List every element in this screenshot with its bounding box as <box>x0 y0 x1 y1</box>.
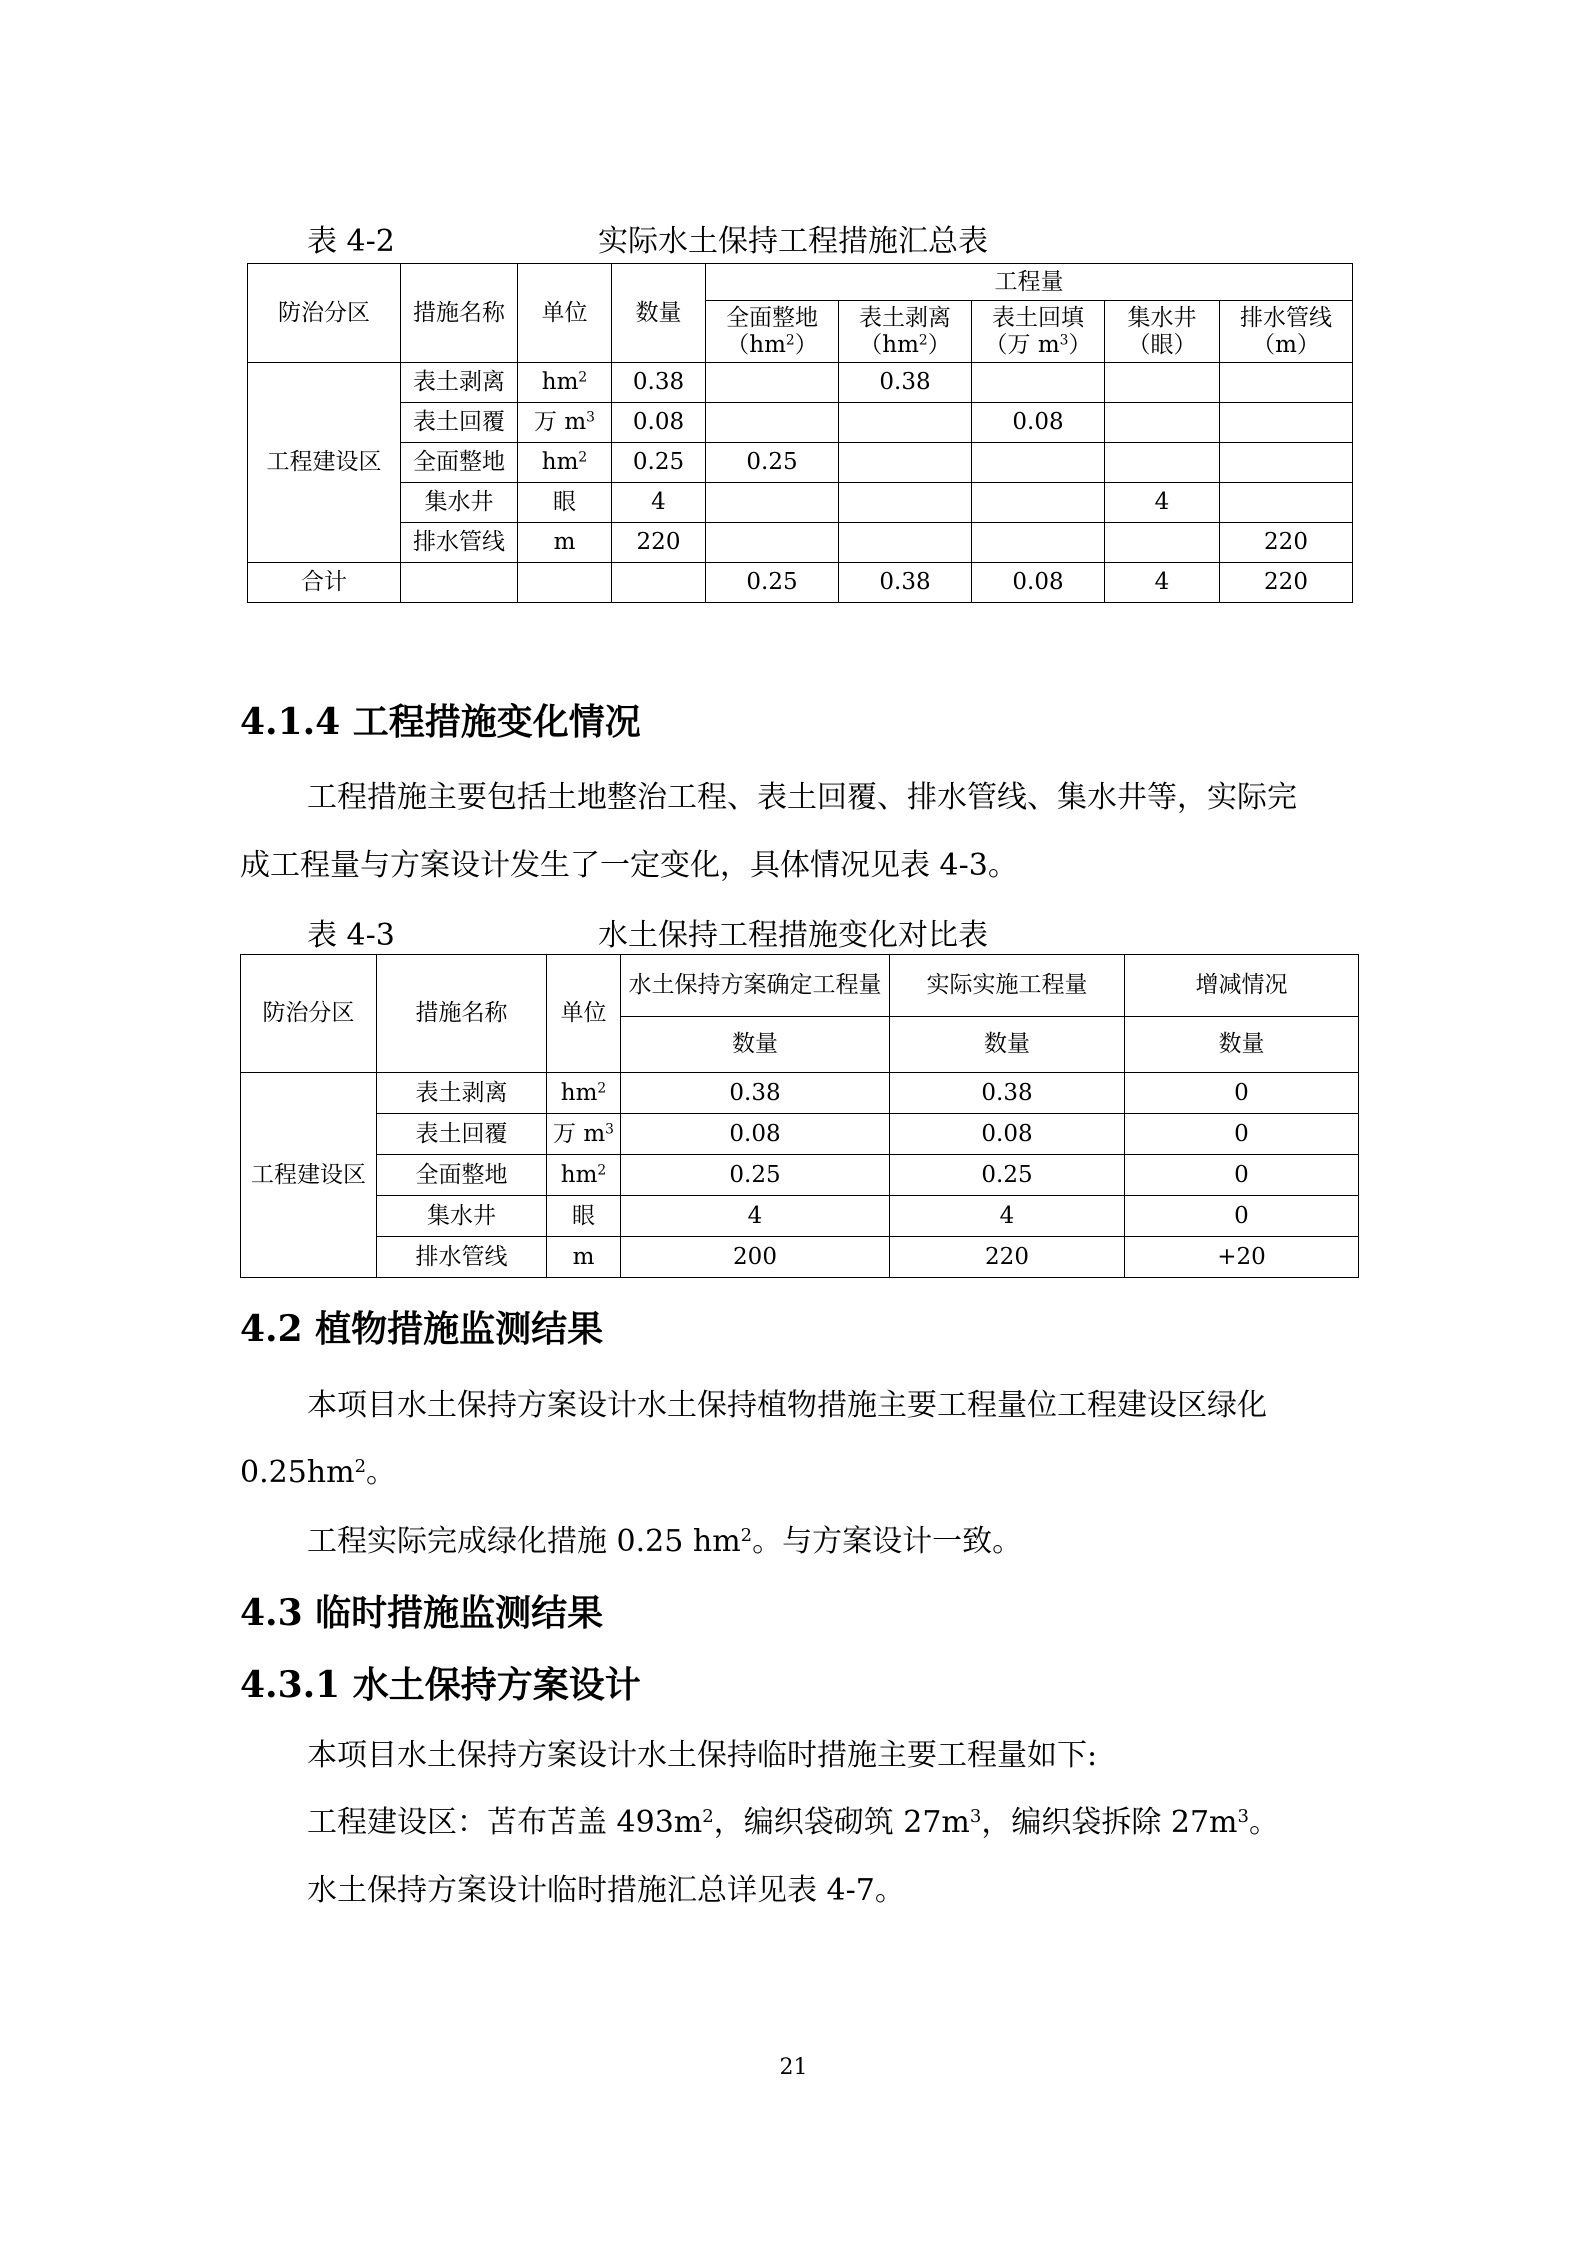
header-col: 表土剥离 $(hm^2)$ <box>839 301 972 363</box>
paragraph: 本项目水土保持方案设计水土保持临时措施主要工程量如下: <box>307 1738 1098 1773</box>
table-row: 全面整地 $hm^2$ 0.25 0.25 0 <box>241 1155 1359 1196</box>
paragraph: $0.25hm^2$。 <box>240 1455 397 1490</box>
header-unit: 单位 <box>547 955 621 1073</box>
header-workload: 工程量 <box>706 264 1353 301</box>
zone-cell: 工程建设区 <box>241 1073 377 1278</box>
header-qty: 数量 <box>890 1017 1125 1073</box>
zone-cell: 工程建设区 <box>248 363 401 563</box>
paragraph: 工程建设区：苫布苫盖 $493m^2$，编织袋砌筑 $27m^3$，编织袋拆除 $27m^3$。 <box>307 1805 1279 1840</box>
header-unit: 单位 <box>518 264 612 363</box>
table-row: 全面整地 $hm^2$ 0.25 0.25 <box>248 443 1353 483</box>
table-row: 排水管线 m 200 220 +20 <box>241 1237 1359 1278</box>
table-4-3 <box>240 954 1359 1278</box>
table-4-2 <box>247 263 1353 603</box>
heading-4-2: 4.2 植物措施监测结果 <box>240 1308 604 1350</box>
paragraph: 工程措施主要包括土地整治工程、表土回覆、排水管线、集水井等，实际完 <box>307 780 1297 815</box>
header-change: 增减情况 <box>1125 955 1359 1017</box>
total-row: 合计 0.25 0.38 0.08 4 220 <box>248 563 1353 603</box>
table-row: 排水管线 m 220 220 <box>248 523 1353 563</box>
table-row: 集水井 眼 4 4 0 <box>241 1196 1359 1237</box>
paragraph: 工程实际完成绿化措施 0.25 $hm^2$。与方案设计一致。 <box>307 1524 1023 1559</box>
header-col-name: 全面整地 <box>726 305 818 332</box>
table-row: 集水井 眼 4 4 <box>248 483 1353 523</box>
header-qty: 数量 <box>621 1017 890 1073</box>
table-4-2-title: 实际水土保持工程措施汇总表 <box>598 224 988 259</box>
table-row: 工程建设区 表土剥离 $hm^2$ 0.38 0.38 <box>248 363 1353 403</box>
table-row: 工程建设区 表土剥离 $hm^2$ 0.38 0.38 0 <box>241 1073 1359 1114</box>
paragraph: 本项目水土保持方案设计水土保持植物措施主要工程量位工程建设区绿化 <box>307 1388 1267 1423</box>
page-number: 21 <box>779 2055 808 2080</box>
table-row: 表土回覆 万 $m^3$ 0.08 0.08 <box>248 403 1353 443</box>
heading-4-3: 4.3 临时措施监测结果 <box>240 1592 604 1634</box>
header-zone: 防治分区 <box>248 264 401 363</box>
paragraph: 成工程量与方案设计发生了一定变化，具体情况见表 4-3。 <box>240 848 1018 883</box>
header-measure: 措施名称 <box>401 264 518 363</box>
paragraph: 水土保持方案设计临时措施汇总详见表 4-7。 <box>307 1873 905 1908</box>
header-col: 表土回填 （万 $m^3$） <box>972 301 1105 363</box>
header-qty: 数量 <box>612 264 706 363</box>
header-col-name: 表土剥离 <box>859 305 951 332</box>
table-4-2-label: 表 4-2 <box>307 224 395 259</box>
header-actual: 实际实施工程量 <box>890 955 1125 1017</box>
header-col: 排水管线 （m） <box>1220 301 1353 363</box>
header-measure: 措施名称 <box>377 955 547 1073</box>
header-plan: 水土保持方案确定工程量 <box>621 955 890 1017</box>
table-4-3-label: 表 4-3 <box>307 918 395 953</box>
header-col: 集水井 （眼） <box>1105 301 1220 363</box>
header-col-name: 集水井 <box>1127 305 1197 332</box>
header-col: 全面整地 $(hm^2)$ <box>706 301 839 363</box>
header-col-name: 表土回填 <box>992 305 1084 332</box>
header-col-name: 排水管线 <box>1240 305 1332 332</box>
heading-4-3-1: 4.3.1 水土保持方案设计 <box>240 1664 641 1706</box>
header-qty: 数量 <box>1125 1017 1359 1073</box>
table-row: 表土回覆 万 $m^3$ 0.08 0.08 0 <box>241 1114 1359 1155</box>
heading-4-1-4: 4.1.4 工程措施变化情况 <box>240 701 641 743</box>
header-zone: 防治分区 <box>241 955 377 1073</box>
table-4-3-title: 水土保持工程措施变化对比表 <box>598 918 988 953</box>
